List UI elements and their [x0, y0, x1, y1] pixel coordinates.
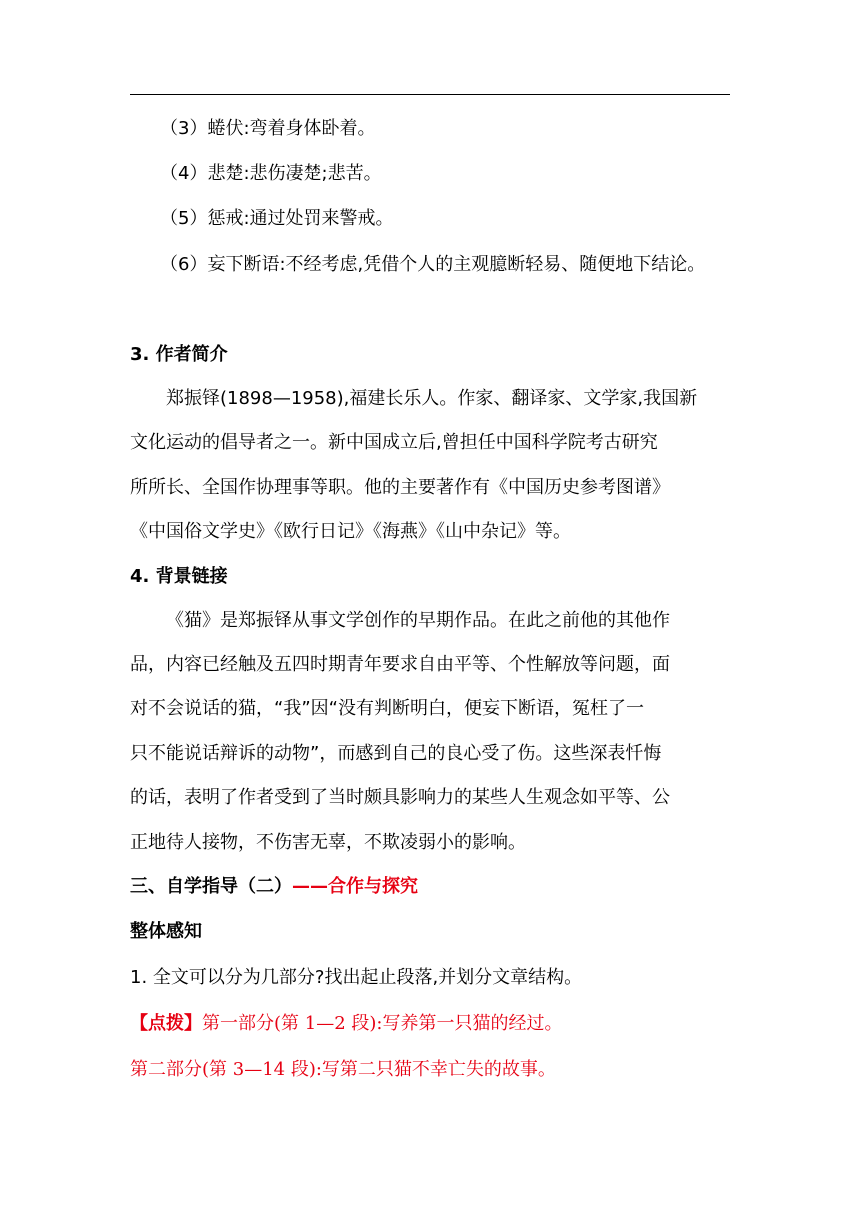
definition-3: （4）悲楚:悲伤凄楚;悲苦。 — [160, 163, 382, 184]
background-line-2: 品，内容已经触及五四时期青年要求自由平等、个性解放等问题，面 — [130, 654, 670, 675]
definition-4: （5）惩戒:通过处罚来警戒。 — [160, 208, 394, 229]
header-rule — [130, 94, 730, 95]
background-line-6: 正地待人接物，不伤害无辜，不欺凌弱小的影响。 — [130, 832, 526, 853]
background-line-3: 对不会说话的猫，“我”因“没有判断明白，便妄下断语，冤枉了一 — [130, 698, 644, 719]
hint-line-2: 第二部分(第 3—14 段):写第二只猫不幸亡失的故事。 — [130, 1059, 556, 1080]
section-three-heading-prefix: 三、自学指导（二） — [130, 876, 292, 897]
section-three-heading-suffix: ——合作与探究 — [292, 876, 418, 897]
background-heading: 4. 背景链接 — [130, 566, 228, 587]
author-line-2: 文化运动的倡导者之一。新中国成立后,曾担任中国科学院考古研究 — [130, 432, 658, 453]
background-line-4: 只不能说话辩诉的动物”，而感到自己的良心受了伤。这些深表忏悔 — [130, 743, 662, 764]
author-heading: 3. 作者简介 — [130, 344, 228, 365]
hint-label: 【点拨】 — [130, 1013, 202, 1034]
hint-line-1 — [130, 1012, 730, 1036]
overall-heading: 整体感知 — [130, 921, 202, 942]
definition-2: （3）蜷伏:弯着身体卧着。 — [160, 118, 376, 139]
author-line-3: 所所长、全国作协理事等职。他的主要著作有《中国历史参考图谱》 — [130, 477, 670, 498]
section-three-heading — [130, 875, 730, 899]
background-line-1: 《猫》是郑振铎从事文学创作的早期作品。在此之前他的其他作 — [166, 610, 670, 631]
author-line-1: 郑振铎(1898—1958),福建长乐人。作家、翻译家、文学家,我国新 — [166, 388, 698, 409]
background-line-5: 的话，表明了作者受到了当时颇具影响力的某些人生观念如平等、公 — [130, 787, 670, 808]
author-line-4: 《中国俗文学史》《欧行日记》《海燕》《山中杂记》等。 — [130, 521, 571, 542]
definition-5: （6）妄下断语:不经考虑,凭借个人的主观臆断轻易、随便地下结论。 — [160, 254, 706, 275]
overall-question: 1. 全文可以分为几部分?找出起止段落,并划分文章结构。 — [130, 967, 583, 988]
hint-text-1: 第一部分(第 1—2 段):写养第一只猫的经过。 — [202, 1013, 563, 1034]
